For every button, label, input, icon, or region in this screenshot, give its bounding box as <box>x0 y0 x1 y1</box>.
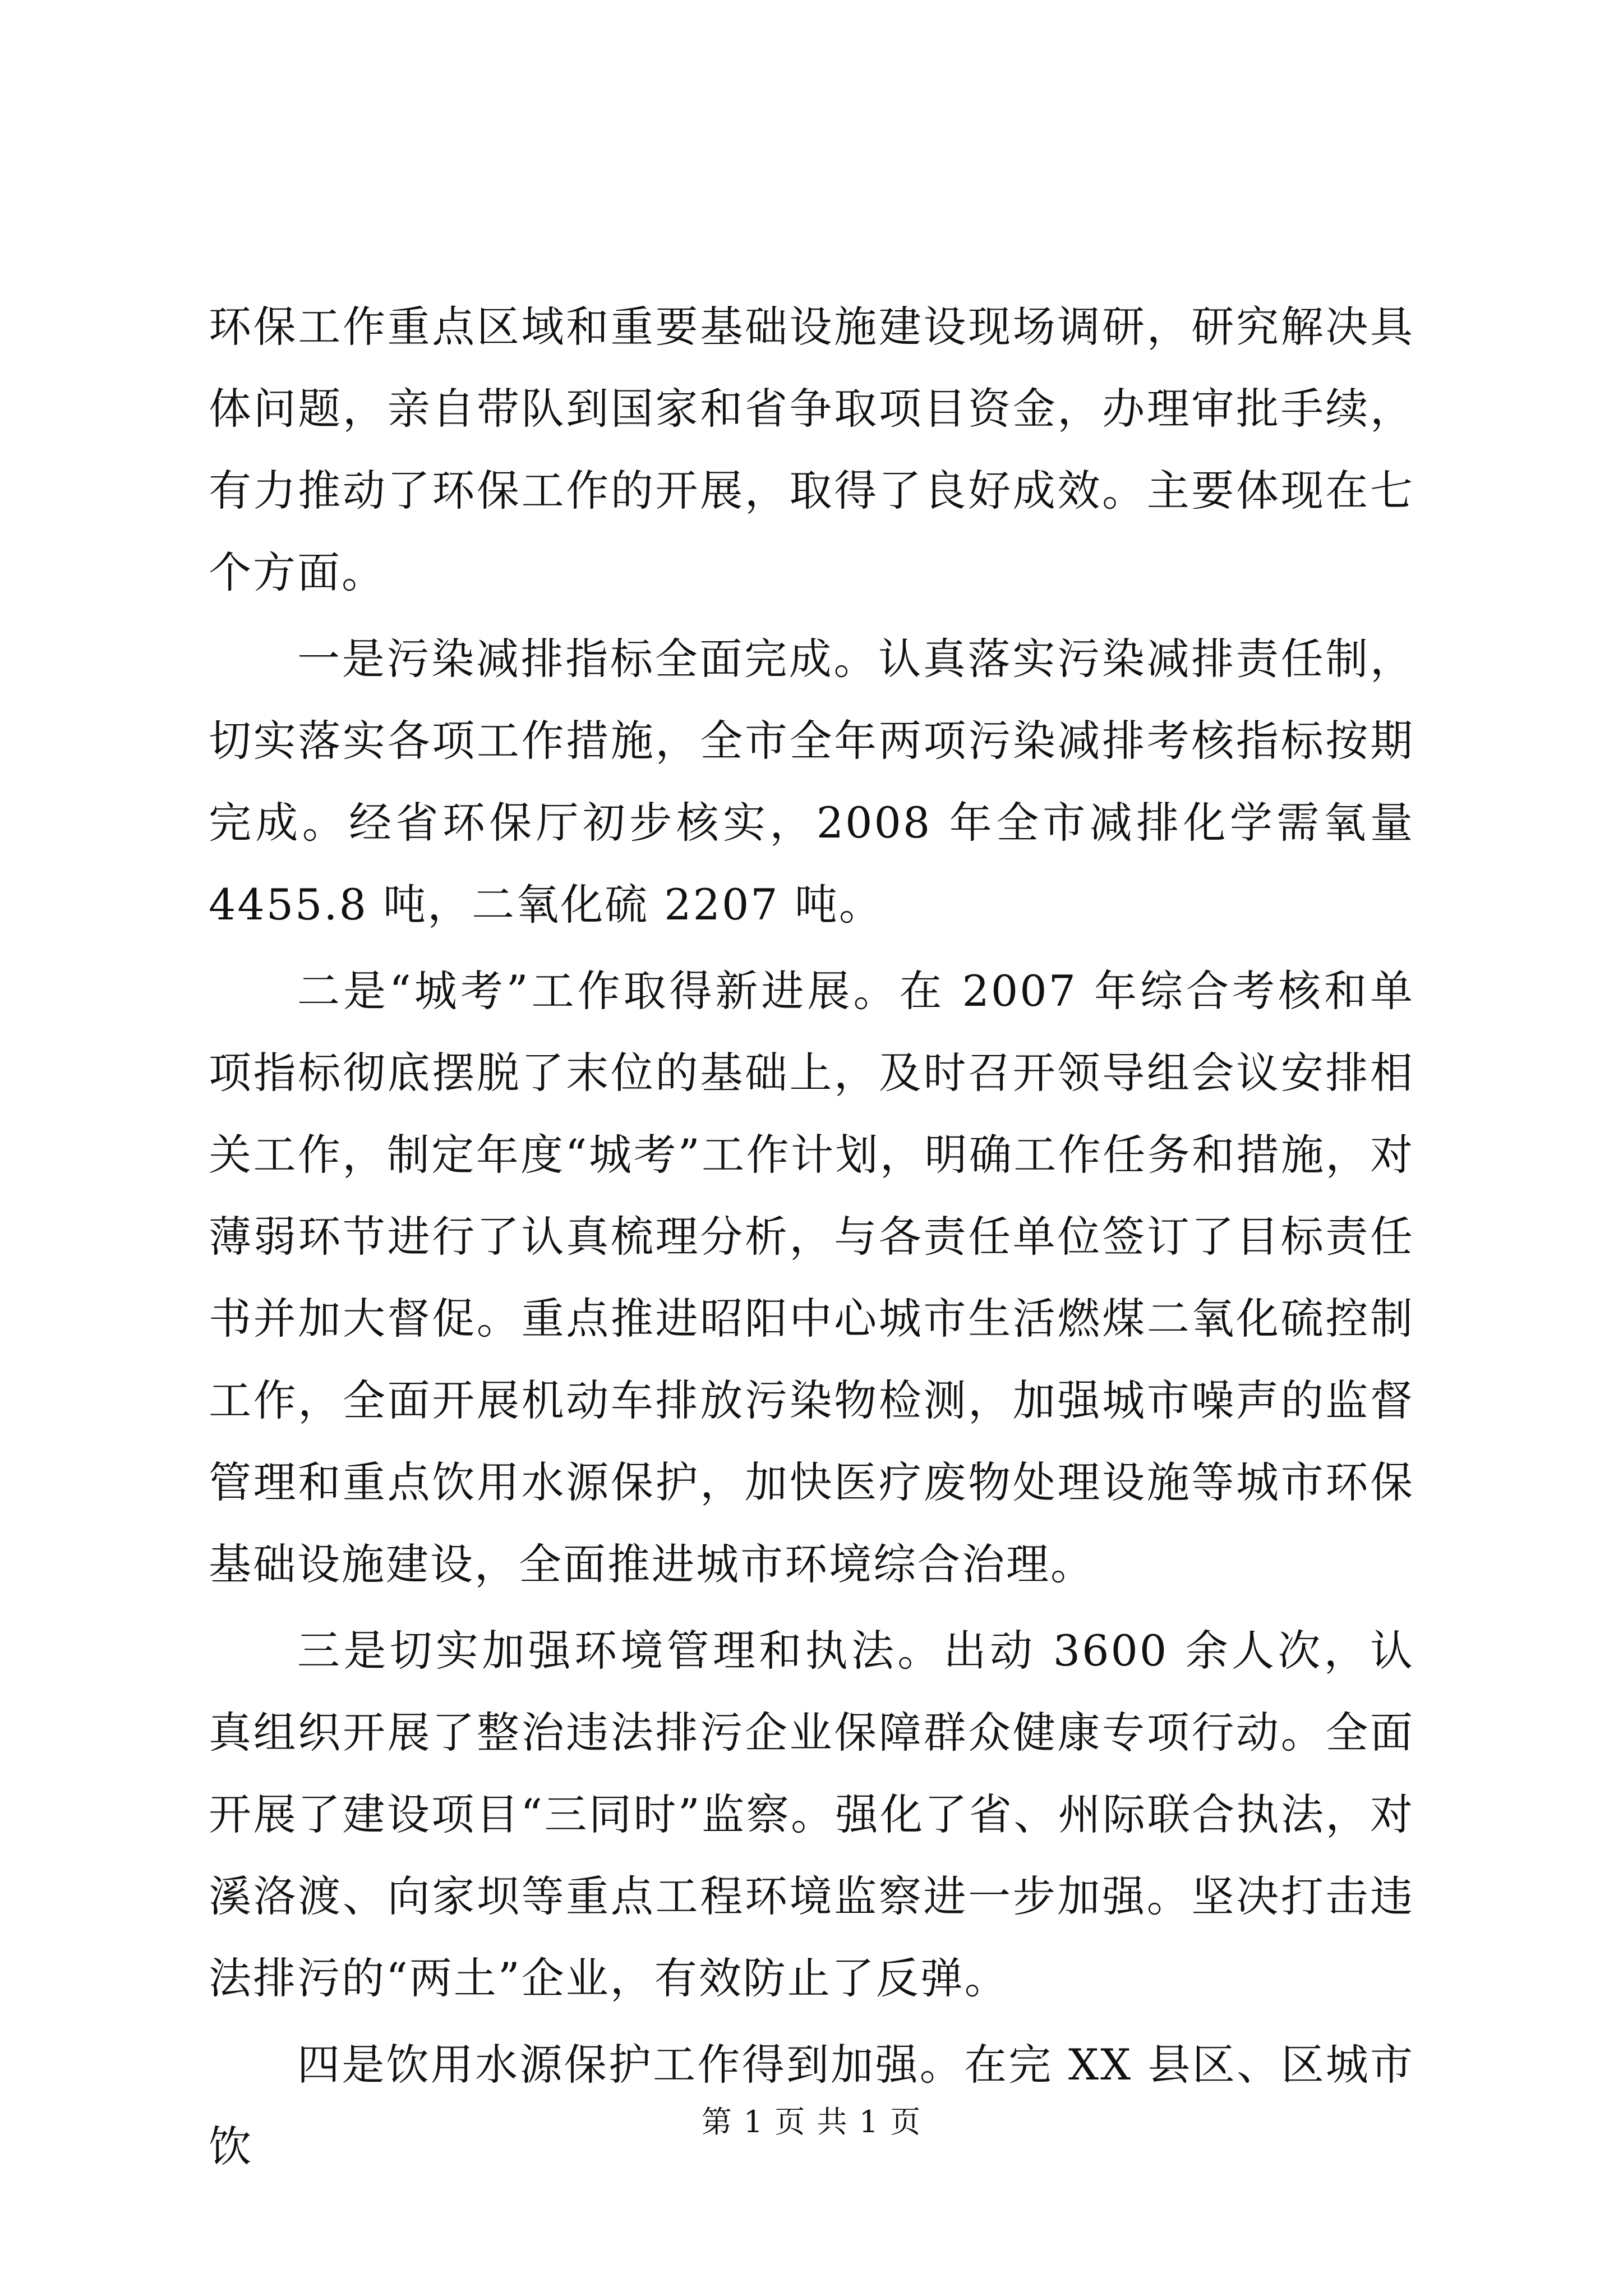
paragraph-emission-reduction: 一是污染减排指标全面完成。认真落实污染减排责任制，切实落实各项工作措施，全市全年两项污染减排考核指标按期完成。经省环保厅初步核实，2008 年全市减排化学需氧量 4455.8 吨，二氧化硫 2207 吨。 <box>209 634 1414 930</box>
paragraph-intro: 环保工作重点区域和重要基础设施建设现场调研，研究解决具体问题，亲自带队到国家和省争取项目资金，办理审批手续，有力推动了环保工作的开展，取得了良好成效。主要体现在七个方面。 <box>209 302 1414 597</box>
page-footer: 第 1 页 共 1 页 <box>701 2104 922 2139</box>
paragraph-water-source-protection: 四是饮用水源保护工作得到加强。在完 XX 县区、区城市饮 <box>209 2040 1414 2171</box>
document-body <box>209 286 1414 2188</box>
paragraph-city-assessment: 二是“城考”工作取得新进展。在 2007 年综合考核和单项指标彻底摆脱了末位的基础上，及时召开领导组会议安排相关工作，制定年度“城考”工作计划，明确工作任务和措施，对薄弱环节进行了认真梳理分析，与各责任单位签订了目标责任书并加大督促。重点推进昭阳中心城市生活燃煤二氧化硫控制工作，全面开展机动车排放污染物检测，加强城市噪声的监督管理和重点饮用水源保护，加快医疗废物处理设施等城市环保基础设施建设，全面推进城市环境综合治理。 <box>209 966 1414 1589</box>
paragraph-environmental-enforcement: 三是切实加强环境管理和执法。出动 3600 余人次，认真组织开展了整治违法排污企业保障群众健康专项行动。全面开展了建设项目“三同时”监察。强化了省、州际联合执法，对溪洛渡、向家坝等重点工程环境监察进一步加强。坚决打击违法排污的“两土”企业，有效防止了反弹。 <box>209 1626 1414 2003</box>
